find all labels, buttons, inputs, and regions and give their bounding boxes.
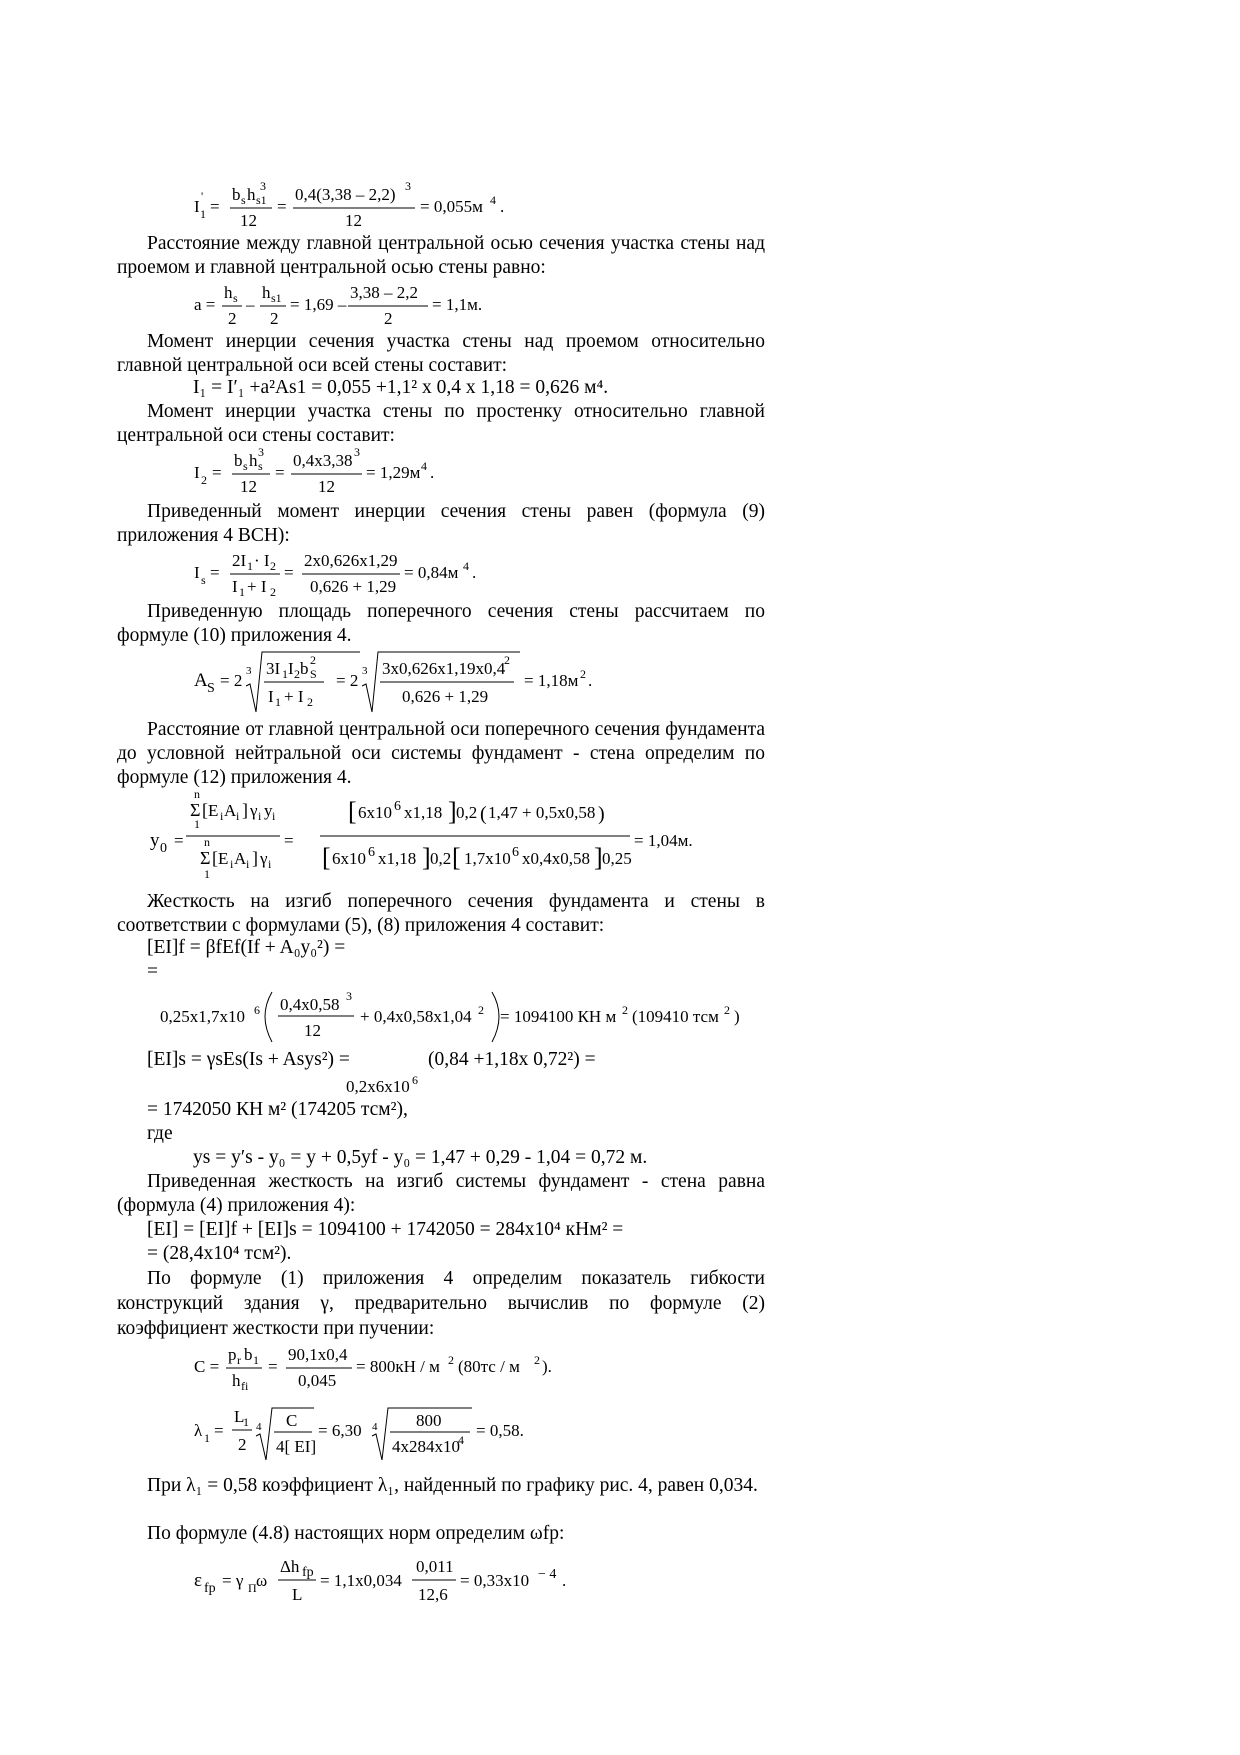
svg-text:S: S xyxy=(207,681,215,696)
svg-text:6: 6 xyxy=(412,1073,418,1087)
formula-as xyxy=(190,646,610,718)
svg-text:П: П xyxy=(248,1581,257,1595)
svg-text:.: . xyxy=(500,197,505,216)
svg-text:3I: 3I xyxy=(266,659,281,678)
svg-text:E: E xyxy=(208,801,219,820)
formula-ei-sum: [EI] = [EI]f + [EI]s = 1094100 + 1742050 = 284х10⁴ кНм² = xyxy=(147,1219,624,1240)
svg-text:=: = xyxy=(174,831,184,850)
svg-text:I: I xyxy=(194,197,200,216)
svg-text:s1: s1 xyxy=(271,291,282,305)
is-result: = 0,84м xyxy=(404,563,459,582)
svg-text:3: 3 xyxy=(362,665,368,677)
formula-a xyxy=(190,276,510,332)
a-numerator: 3,38 – 2,2 xyxy=(350,283,418,302)
svg-text:fi: fi xyxy=(241,1379,249,1393)
svg-text:.: . xyxy=(588,671,593,690)
formula-c xyxy=(190,1338,570,1394)
svg-text:6: 6 xyxy=(512,845,519,860)
svg-text:=: = xyxy=(210,197,220,216)
svg-text:i: i xyxy=(268,857,272,871)
svg-text:b: b xyxy=(234,451,243,470)
i2-numerator: 0,4х3,38 xyxy=(293,451,353,470)
svg-text:2I: 2I xyxy=(232,551,247,570)
svg-text:Σ: Σ xyxy=(200,848,211,868)
formula-ys: ys = y′s - y₀ = y + 0,5yf - y₀ = 1,47 + 0,29 - 1,04 = 0,72 м. xyxy=(193,1147,648,1168)
svg-text:12: 12 xyxy=(318,477,335,496)
svg-text:2: 2 xyxy=(534,1353,540,1367)
i1-numerator: 0,4(3,38 – 2,2) xyxy=(295,185,396,204)
svg-text:).: ). xyxy=(542,1357,552,1376)
svg-text:h: h xyxy=(247,185,256,204)
svg-text:E: E xyxy=(218,849,229,868)
paragraph-2: Момент инерции сечения участка стены над проемом относительно главной центральной оси всей стены составит: xyxy=(117,331,765,376)
svg-text:4: 4 xyxy=(490,193,496,207)
svg-text:(: ( xyxy=(480,803,487,825)
svg-text:1: 1 xyxy=(243,1415,249,1429)
svg-text:0,25х1,7х10: 0,25х1,7х10 xyxy=(160,1007,245,1026)
paragraph-1: Расстояние между главной центральной осью сечения участка стены над проемом и главной центральной осью стены равно: xyxy=(117,233,765,278)
formula-ei-s: [EI]s = γsEs(Is + Asys²) = xyxy=(147,1049,350,1070)
svg-text:· I: · I xyxy=(254,551,270,570)
svg-text:2: 2 xyxy=(580,667,586,681)
c-result2: (80тс / м xyxy=(458,1357,520,1376)
svg-text:2: 2 xyxy=(384,309,393,328)
svg-text:b: b xyxy=(244,1345,253,1364)
svg-text:х1,18: х1,18 xyxy=(404,803,443,822)
formula-ei-s-result: = 1742050 КН м² (174205 тсм²), xyxy=(147,1099,408,1120)
svg-text:=: = xyxy=(212,463,222,482)
as-result: = 1,18м xyxy=(524,671,579,690)
svg-text:12: 12 xyxy=(240,211,257,230)
lambda-denominator: 4х284х10 xyxy=(392,1437,460,1456)
formula-is xyxy=(190,544,510,600)
is-denominator: 0,626 + 1,29 xyxy=(310,577,397,596)
svg-text:2: 2 xyxy=(270,585,276,599)
svg-text:): ) xyxy=(598,803,605,825)
paragraph-3: Момент инерции участка стены по простенку относительно главной центральной оси стены составит: xyxy=(117,401,765,446)
svg-text:a =: a = xyxy=(194,295,216,314)
svg-text:= 2: = 2 xyxy=(220,671,243,690)
svg-text:2: 2 xyxy=(270,309,279,328)
svg-text:n: n xyxy=(204,835,210,849)
a-rhs: = 1,69 – xyxy=(290,295,347,314)
y0-result: = 1,04м. xyxy=(634,831,693,850)
svg-text:h: h xyxy=(262,283,271,302)
svg-text:3: 3 xyxy=(405,179,411,193)
svg-text:3: 3 xyxy=(346,989,352,1003)
ei-s-coefficient: 0,2х6х10 xyxy=(346,1077,410,1096)
svg-text:4: 4 xyxy=(458,1433,464,1447)
svg-text:+ I: + I xyxy=(247,577,267,596)
svg-text:s: s xyxy=(241,193,246,207)
paragraph-5: Приведенную площадь поперечного сечения стены рассчитаем по формуле (10) приложения 4. xyxy=(117,601,765,646)
svg-text:L: L xyxy=(234,1407,245,1426)
svg-text:4[ EI]: 4[ EI] xyxy=(276,1437,317,1456)
lambda-result: = 0,58. xyxy=(476,1421,524,1440)
formula-i2 xyxy=(190,444,490,500)
text-gde: где xyxy=(147,1123,173,1144)
svg-text:]: ] xyxy=(448,797,457,826)
a-result: = 1,1м. xyxy=(432,295,483,314)
svg-text:х1,18: х1,18 xyxy=(378,849,417,868)
svg-text:2: 2 xyxy=(622,1003,628,1017)
svg-text:4: 4 xyxy=(256,1421,262,1433)
eps-mid: = 1,1х0,034 xyxy=(320,1571,402,1590)
svg-text:I: I xyxy=(194,563,200,582)
formula-y0 xyxy=(150,788,710,884)
svg-text:0,2: 0,2 xyxy=(430,849,452,868)
svg-text:i: i xyxy=(272,809,276,823)
paragraph-8: Приведенная жесткость на изгиб системы фундамент - стена равна (формула (4) приложения 4): xyxy=(117,1171,765,1216)
svg-text:2: 2 xyxy=(294,667,300,681)
c-result: = 800кН / м xyxy=(356,1357,440,1376)
svg-text:4: 4 xyxy=(421,459,427,473)
svg-text:1: 1 xyxy=(204,1431,210,1445)
svg-text:]: ] xyxy=(594,843,603,872)
svg-text:12: 12 xyxy=(240,477,257,496)
svg-text:1: 1 xyxy=(275,695,281,709)
paragraph-4: Приведенный момент инерции сечения стены равен (формула (9) приложения 4 ВСН): xyxy=(117,501,765,546)
svg-text:A: A xyxy=(194,670,208,691)
eps-numerator: 0,011 xyxy=(416,1557,454,1576)
svg-text:h: h xyxy=(224,283,233,302)
svg-text:ε: ε xyxy=(194,1570,202,1591)
svg-text:2: 2 xyxy=(504,653,510,667)
svg-text:2: 2 xyxy=(448,1353,454,1367)
svg-text:fp: fp xyxy=(302,1565,314,1580)
svg-text:=: = xyxy=(284,831,294,850)
svg-text:S: S xyxy=(310,667,317,681)
svg-text:1: 1 xyxy=(204,867,210,881)
formula-i1-prime xyxy=(190,178,530,234)
svg-text:2: 2 xyxy=(201,473,207,487)
i1-result: = 0,055м xyxy=(420,197,483,216)
svg-text:n: n xyxy=(194,787,200,801)
svg-text:': ' xyxy=(201,189,204,203)
formula-ei-f: [EI]f = βfEf(If + A₀y₀²) = xyxy=(147,937,346,958)
svg-text:=: = xyxy=(214,1421,224,1440)
svg-text:1,7х10: 1,7х10 xyxy=(464,849,511,868)
svg-text:2: 2 xyxy=(310,653,316,667)
svg-text:0,2: 0,2 xyxy=(456,803,478,822)
ei-f-result2: (109410 тсм xyxy=(632,1007,719,1026)
svg-text:i: i xyxy=(230,857,234,871)
svg-text:6х10: 6х10 xyxy=(332,849,366,868)
svg-text:3: 3 xyxy=(354,445,360,459)
formula-eps-fp xyxy=(190,1548,590,1612)
svg-text:1: 1 xyxy=(194,817,200,831)
c-numerator: 90,1х0,4 xyxy=(288,1345,348,1364)
as-numerator: 3х0,626х1,19х0,4 xyxy=(382,659,506,678)
svg-text:[: [ xyxy=(452,843,461,872)
svg-text:]: ] xyxy=(242,800,248,820)
svg-text:s: s xyxy=(201,573,206,587)
svg-text:r: r xyxy=(237,1353,241,1367)
paragraph-7: Жесткость на изгиб поперечного сечения фундамента и стены в соответствии с формулами (5), (8) приложения 4 составит: xyxy=(117,891,765,936)
svg-text:I: I xyxy=(194,463,200,482)
svg-text:s: s xyxy=(243,459,248,473)
lambda-numerator: 800 xyxy=(416,1411,442,1430)
svg-text:2: 2 xyxy=(238,1435,247,1454)
svg-text:Δh: Δh xyxy=(280,1557,300,1576)
svg-text:A: A xyxy=(234,849,247,868)
svg-text:=: = xyxy=(277,197,287,216)
svg-text:2: 2 xyxy=(724,1003,730,1017)
formula-ei-f-eq: = xyxy=(147,961,158,982)
svg-text:2: 2 xyxy=(307,695,313,709)
svg-text:3: 3 xyxy=(260,179,266,193)
svg-text:λ: λ xyxy=(194,1421,203,1440)
svg-text:b: b xyxy=(300,659,309,678)
svg-text:1: 1 xyxy=(253,1353,259,1367)
svg-text:=: = xyxy=(268,1357,278,1376)
svg-text:0,25: 0,25 xyxy=(602,849,632,868)
formula-ei-f-expansion xyxy=(160,984,760,1050)
svg-text:h: h xyxy=(232,1371,241,1390)
svg-text:6: 6 xyxy=(394,799,401,814)
svg-text:− 4: − 4 xyxy=(538,1567,557,1582)
i2-result: = 1,29м xyxy=(366,463,421,482)
svg-text:2: 2 xyxy=(228,309,237,328)
svg-text:i: i xyxy=(258,809,262,823)
formula-ei-s-tail: (0,84 +1,18х 0,72²) = xyxy=(428,1049,596,1070)
svg-text:i: i xyxy=(236,809,240,823)
svg-text:]: ] xyxy=(422,843,431,872)
svg-text:]: ] xyxy=(252,848,258,868)
svg-text:y: y xyxy=(264,801,273,820)
svg-text:i: i xyxy=(220,809,224,823)
svg-text:.: . xyxy=(562,1571,567,1590)
as-denominator: 0,626 + 1,29 xyxy=(402,687,489,706)
ei-f-result: = 1094100 КН м xyxy=(500,1007,617,1026)
svg-text:6: 6 xyxy=(254,1003,260,1017)
svg-text:3: 3 xyxy=(246,665,252,677)
svg-text:6х10: 6х10 xyxy=(358,803,392,822)
svg-text:+ I: + I xyxy=(284,687,304,706)
svg-text:C: C xyxy=(286,1411,298,1430)
svg-text:1: 1 xyxy=(239,585,245,599)
is-numerator: 2х0,626х1,29 xyxy=(304,551,398,570)
svg-text:.: . xyxy=(472,563,477,582)
formula-i1-line: I₁ = I′₁ +a²As1 = 0,055 +1,1² х 0,4 х 1,18 = 0,626 м⁴. xyxy=(193,377,609,398)
svg-text:1: 1 xyxy=(247,559,253,573)
svg-text:L: L xyxy=(292,1585,303,1604)
paragraph-11: По формуле (4.8) настоящих норм определим ωfp: xyxy=(147,1523,565,1544)
svg-text:s: s xyxy=(233,291,238,305)
svg-text:0: 0 xyxy=(160,841,167,856)
svg-text:1,47 + 0,5х0,58: 1,47 + 0,5х0,58 xyxy=(488,803,596,822)
svg-text:γ: γ xyxy=(250,801,258,820)
svg-text:=: = xyxy=(284,563,294,582)
svg-text:12: 12 xyxy=(304,1021,321,1040)
svg-text:[: [ xyxy=(322,843,331,872)
svg-text:.: . xyxy=(430,463,435,482)
paragraph-9: По формуле (1) приложения 4 определим показатель гибкости конструкций здания γ, предварительно вычислив по формуле (2) коэффициент жесткости при пучении: xyxy=(117,1268,765,1339)
eps-denominator: 12,6 xyxy=(418,1585,448,1604)
svg-text:=: = xyxy=(275,463,285,482)
svg-text:i: i xyxy=(246,857,250,871)
svg-text:fp: fp xyxy=(204,1581,216,1596)
svg-text:s: s xyxy=(258,459,263,473)
svg-text:I: I xyxy=(268,687,274,706)
svg-text:= γ: = γ xyxy=(222,1571,244,1590)
svg-text:y: y xyxy=(150,830,160,851)
svg-text:C =: C = xyxy=(194,1357,220,1376)
svg-text:I: I xyxy=(288,659,294,678)
lambda-mid: = 6,30 xyxy=(318,1421,362,1440)
svg-text:0,4х0,58: 0,4х0,58 xyxy=(280,995,340,1014)
svg-text:ω: ω xyxy=(256,1571,268,1590)
svg-text:4: 4 xyxy=(463,559,469,573)
svg-text:4: 4 xyxy=(372,1421,378,1433)
svg-text:6: 6 xyxy=(368,845,375,860)
svg-text:1: 1 xyxy=(200,207,206,221)
paragraph-6: Расстояние от главной центральной оси поперечного сечения фундамента до условной нейтральной оси системы фундамент - стена определим по формуле (12) приложения 4. xyxy=(117,719,765,788)
svg-text:I: I xyxy=(232,577,238,596)
svg-text:+ 0,4х0,58х1,04: + 0,4х0,58х1,04 xyxy=(360,1007,472,1026)
svg-text:3: 3 xyxy=(258,445,264,459)
formula-ei-s-coef xyxy=(346,1070,446,1100)
formula-lambda xyxy=(190,1400,570,1464)
svg-text:h: h xyxy=(249,451,258,470)
svg-text:b: b xyxy=(232,185,241,204)
svg-text:): ) xyxy=(734,1007,740,1026)
svg-text:s1: s1 xyxy=(256,193,267,207)
svg-text:х0,4х0,58: х0,4х0,58 xyxy=(522,849,590,868)
svg-text:[: [ xyxy=(348,797,357,826)
svg-text:12: 12 xyxy=(345,211,362,230)
svg-text:γ: γ xyxy=(260,849,268,868)
svg-text:Σ: Σ xyxy=(190,800,201,820)
formula-ei-sum-2: = (28,4х10⁴ тсм²). xyxy=(147,1243,292,1264)
svg-text:[: [ xyxy=(212,848,218,868)
c-denominator: 0,045 xyxy=(298,1371,337,1390)
eps-result: = 0,33х10 xyxy=(460,1571,530,1590)
svg-text:A: A xyxy=(224,801,237,820)
svg-text:–: – xyxy=(246,295,255,314)
svg-text:=: = xyxy=(210,563,220,582)
svg-text:2: 2 xyxy=(478,1003,484,1017)
svg-text:p: p xyxy=(228,1345,237,1364)
paragraph-10: При λ₁ = 0,58 коэффициент λ₁, найденный по графику рис. 4, равен 0,034. xyxy=(147,1475,758,1496)
svg-text:1: 1 xyxy=(282,667,288,681)
svg-text:2: 2 xyxy=(270,559,276,573)
svg-text:[: [ xyxy=(202,800,208,820)
svg-text:= 2: = 2 xyxy=(336,671,359,690)
